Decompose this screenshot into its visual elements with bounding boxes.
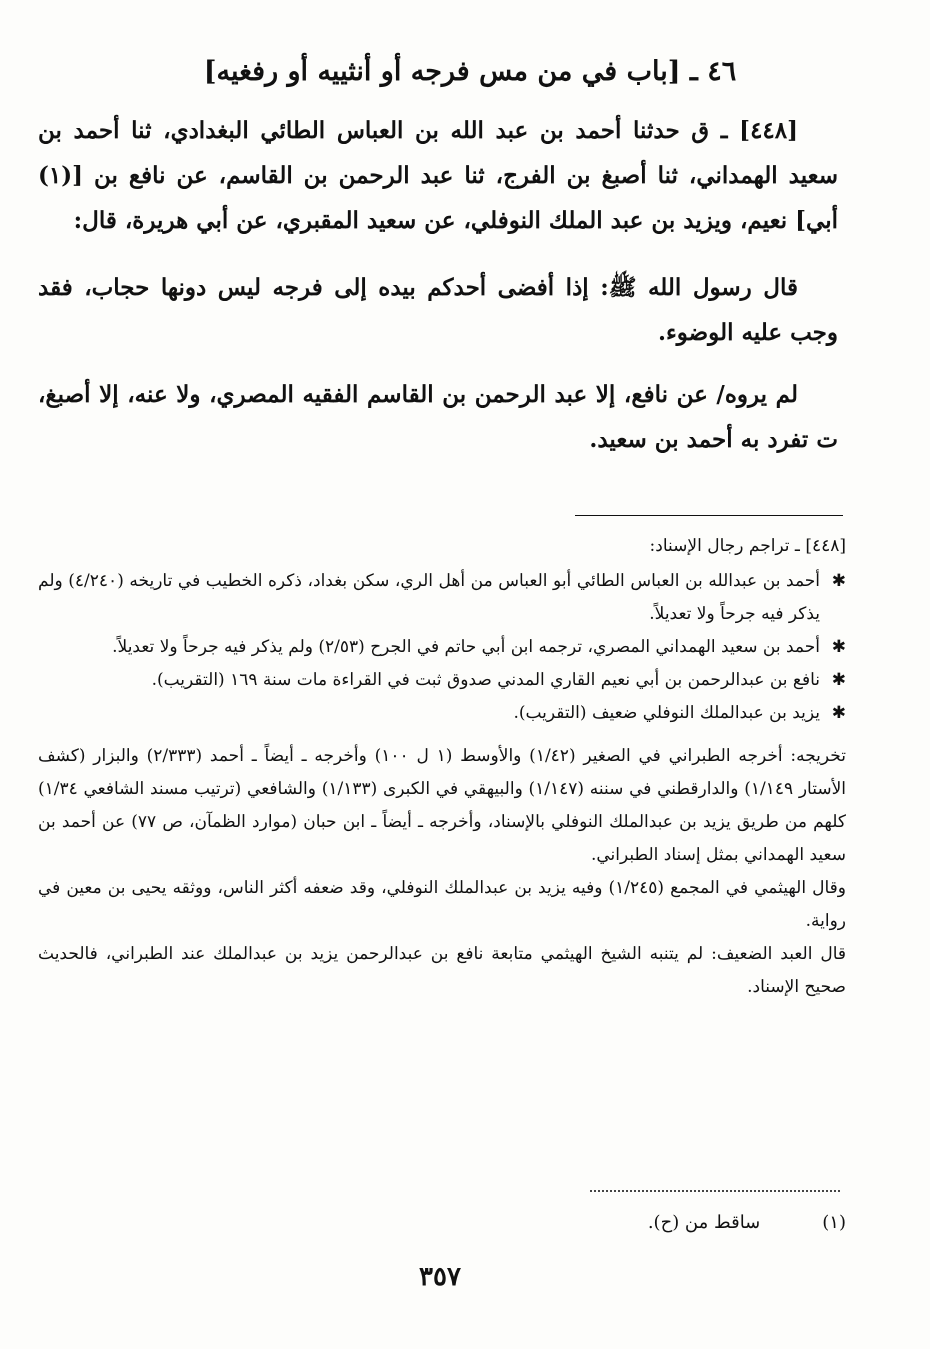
narrator-note-text: يزيد بن عبدالملك النوفلي ضعيف (التقريب). [513, 703, 820, 723]
notes-section [38, 530, 846, 1004]
asterisk-icon: ✱ [831, 703, 846, 723]
narrator-note [38, 697, 846, 730]
page-number: ٣٥٧ [419, 1262, 461, 1292]
footnote-text: ساقط من (ح). [647, 1212, 761, 1233]
footnote-number: (١) [822, 1212, 846, 1233]
footnote [520, 1208, 846, 1238]
notes-divider [575, 515, 843, 516]
narrator-note-text: أحمد بن سعيد الهمداني المصري، ترجمه ابن أبي حاتم في الجرح (٢/٥٣) ولم يذكر فيه جرحاً ولا تعديلاً. [112, 637, 820, 657]
narrator-note [38, 664, 846, 697]
haythami-paragraph: وقال الهيثمي في المجمع (١/٢٤٥) وفيه يزيد بن عبدالملك النوفلي، وقد ضعفه أكثر الناس، ووثقه يحيى بن معين في رواية. [38, 878, 846, 931]
chapter-title: ٤٦ ـ [باب في من مس فرجه أو أنثييه أو رفغيه] [203, 56, 737, 87]
hadith-matn: قال رسول الله ﷺ: إذا أفضى أحدكم بيده إلى فرجه ليس دونها حجاب، فقد وجب عليه الوضوء. [38, 274, 838, 346]
narrator-note [38, 631, 846, 664]
footnote-divider [590, 1190, 840, 1192]
narrator-note [38, 565, 846, 631]
hadith-comment: لم يروه/ عن نافع، إلا عبد الرحمن بن القاسم الفقيه المصري، ولا عنه، إلا أصبغ، ت تفرد به أحمد بن سعيد. [38, 381, 838, 453]
asterisk-icon: ✱ [831, 637, 846, 657]
asterisk-icon: ✱ [831, 571, 846, 591]
hadith-isnad: [٤٤٨] ـ ق حدثنا أحمد بن عبد الله بن العباس الطائي البغدادي، ثنا أحمد بن سعيد الهمداني، ثنا أصبغ بن الفرج، ثنا عبد الرحمن بن القاسم، عن نافع بن [(١) أبي] نعيم، ويزيد بن عبد الملك النوفلي، عن سعيد المقبري، عن أبي هريرة، قال: [38, 117, 838, 234]
author-paragraph: قال العبد الضعيف: لم يتنبه الشيخ الهيثمي متابعة نافع بن عبدالرحمن يزيد بن عبدالملك عند الطبراني، فالحديث صحيح الإسناد. [38, 944, 846, 997]
spacer [38, 730, 846, 740]
takhrij-paragraph: تخريجه: أخرجه الطبراني في الصغير (١/٤٢) والأوسط (١ ل ١٠٠) وأخرجه ـ أيضاً ـ أحمد (٢/٣٣٣) والبزار (كشف الأستار ١/١٤٩) والدارقطني في سننه (١/١٤٧) والبيهقي في الكبرى (١/١٣٣) والشافعي (ترتيب مسند الشافعي ١/٣٤) كلهم من طريق يزيد بن عبدالملك النوفلي بالإسناد، وأخرجه ـ أيضاً ـ ابن حبان (موارد الظمآن، ص ٧٧) عن أحمد بن سعيد الهمداني بمثل إسناد الطبراني. [38, 746, 847, 865]
notes-heading: [٤٤٨] ـ تراجم رجال الإسناد: [649, 536, 846, 556]
asterisk-icon: ✱ [831, 670, 846, 690]
narrator-note-text: أحمد بن عبدالله بن العباس الطائي أبو العباس من أهل الري، سكن بغداد، ذكره الخطيب في تاريخه (٤/٢٤٠) ولم يذكر فيه جرحاً ولا تعديلاً. [38, 571, 820, 624]
narrator-note-text: نافع بن عبدالرحمن بن أبي نعيم القاري المدني صدوق ثبت في القراءة مات سنة ١٦٩ (التقريب). [151, 670, 820, 690]
